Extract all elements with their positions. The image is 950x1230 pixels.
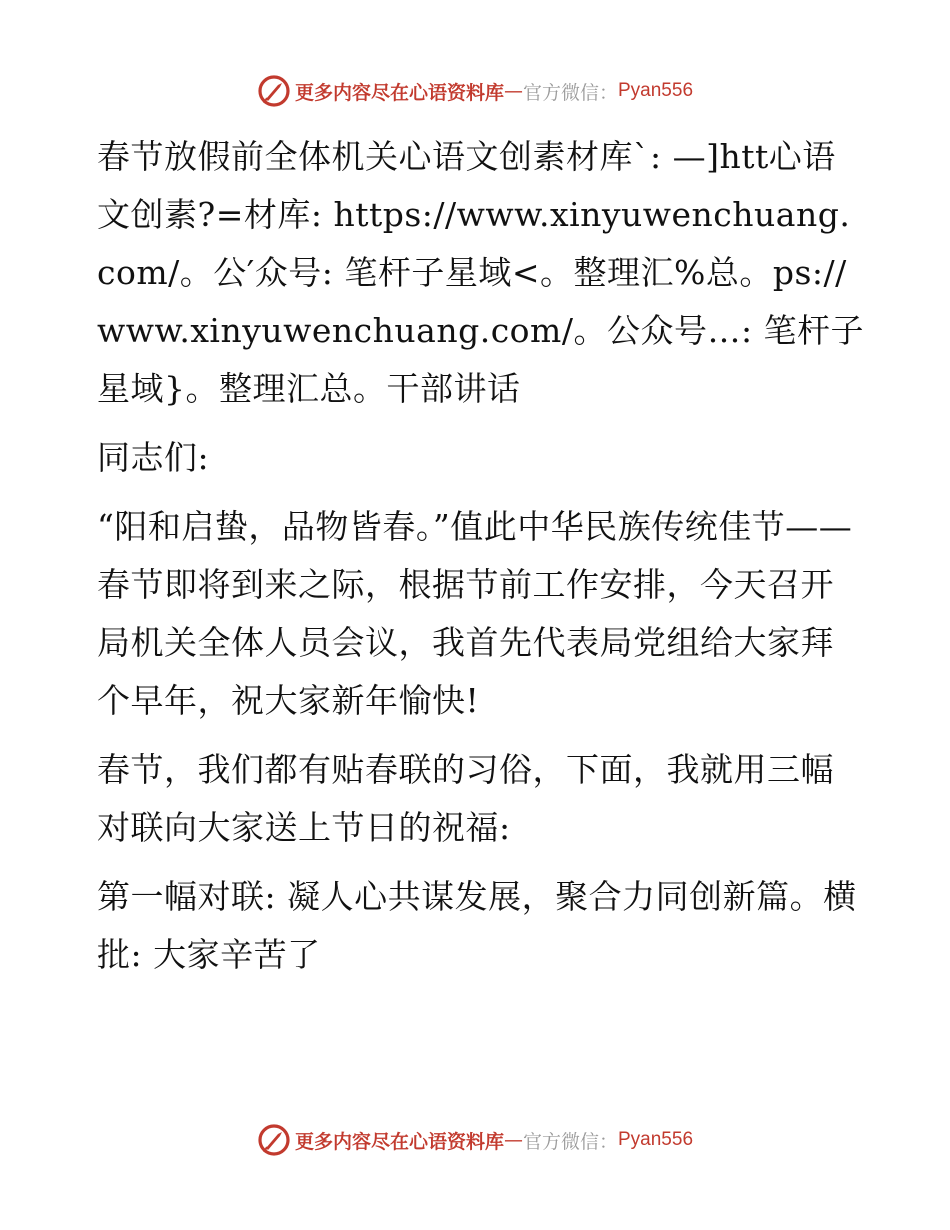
paragraph-greeting: 同志们: — [97, 438, 210, 477]
footer-sub-text: 官方微信： — [522, 1130, 618, 1153]
header-banner — [0, 71, 950, 111]
paragraph-couplets-intro: 春节，我们都有贴春联的习俗，下面，我就用三幅对联向大家送上节日的祝福: — [97, 750, 834, 847]
footer-wechat-id: Pyan556 — [618, 1129, 694, 1150]
footer-banner — [0, 1120, 950, 1160]
document-body — [97, 128, 867, 995]
header-dash: — — [503, 80, 523, 102]
paragraph-first-couplet: 第一幅对联: 凝人心共谋发展，聚合力同创新篇。横批: 大家辛苦了 — [97, 877, 857, 974]
paragraph-intro: 春节放假前全体机关心语文创素材库`: —]htt心语文创素?=材库: https://www.xinyuwenchuang.com/。公′众号: 笔杆子星域<。整理汇%总。ps://www.xinyuwenchuang.com/。公众号…: 笔杆子星域}。整理汇总。干部讲话 — [97, 137, 865, 408]
header-wechat-id: Pyan556 — [618, 80, 694, 101]
quill-pen-circle-icon — [257, 1123, 291, 1157]
quill-pen-circle-icon — [257, 74, 291, 108]
footer-main-text: 更多内容尽在心语资料库 — [294, 1130, 504, 1153]
paragraph-opening: “阳和启蛰，品物皆春。”值此中华民族传统佳节——春节即将到来之际，根据节前工作安排，今天召开局机关全体人员会议，我首先代表局党组给大家拜个早年，祝大家新年愉快! — [97, 507, 853, 720]
header-sub-text: 官方微信： — [522, 81, 618, 104]
header-main-text: 更多内容尽在心语资料库 — [294, 81, 504, 104]
footer-dash: — — [503, 1129, 523, 1151]
